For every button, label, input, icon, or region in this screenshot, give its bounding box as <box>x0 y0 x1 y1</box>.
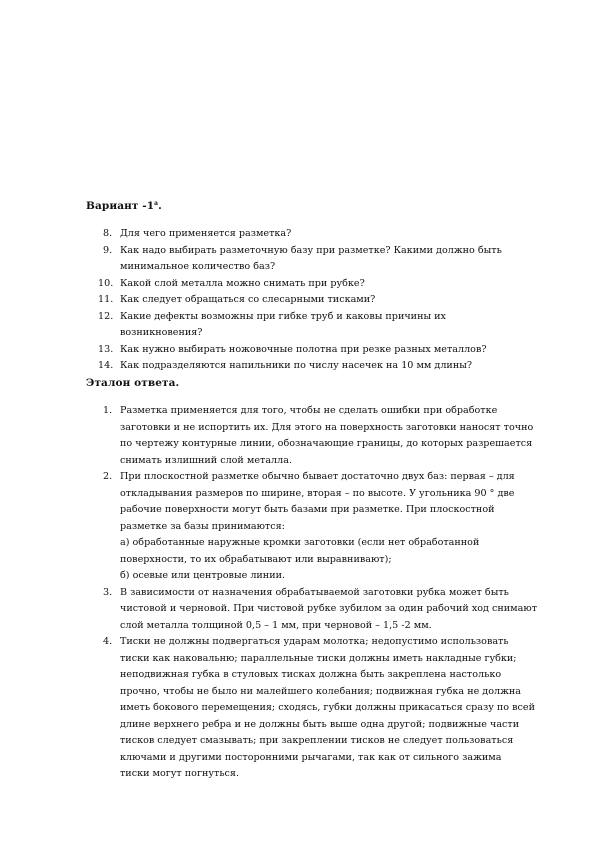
variant-suffix: . <box>158 200 162 212</box>
question-item-text-line: Как подразделяются напильники по числу насечек на 10 мм длины? <box>120 360 472 371</box>
question-item-number: 13. <box>98 343 114 355</box>
answer-item-text-line: неподвижная губка в стуловых тисках должна быть закреплена настолько <box>120 669 502 680</box>
answer-item-number: 3. <box>103 586 113 598</box>
answer-item-text-line: по чертежу контурные линии, обозначающие границы, до которых разрешается <box>120 438 533 449</box>
answer-item-text-line: длине верхнего ребра и не должны быть выше одна другой; подвижные части <box>120 718 520 730</box>
question-item-number: 14. <box>98 360 114 371</box>
question-item <box>86 309 526 342</box>
answer-item-text-line: прочно, чтобы не было ни малейшего колебания; подвижная губка не должна <box>120 685 522 697</box>
answer-item <box>86 585 546 635</box>
answer-item-text-line: В зависимости от назначения обрабатываемой заготовки рубка может быть <box>120 586 509 598</box>
question-item-text-line: Для чего применяется разметка? <box>120 228 292 239</box>
question-item <box>86 292 526 309</box>
variant-heading <box>86 200 162 212</box>
answer-item-text-line: снимать излишний слой металла. <box>120 454 293 466</box>
answer-item-text-line: откладывания размеров по ширине, вторая – по высоте. У угольника 90 ° две <box>120 487 515 499</box>
variant-superscript: а <box>154 200 159 207</box>
answer-item-text-line: При плоскостной разметке обычно бывает достаточно двух баз: первая – для <box>120 471 515 482</box>
variant-label: Вариант -1 <box>86 200 155 212</box>
answer-item-text-line: а) обработанные наружные кромки заготовки (если нет обработанной <box>120 537 480 548</box>
answer-item-text-line: поверхности, то их обрабатывают или выравнивают); <box>120 553 392 565</box>
answer-item-text-line: чистовой и черновой. При чистовой рубке зубилом за один рабочий ход снимают <box>120 603 538 614</box>
question-item-text-line: Как нужно выбирать ножовочные полотна при резке разных металлов? <box>120 343 487 355</box>
question-item-text-line: возникновения? <box>120 327 203 338</box>
answer-heading: Эталон ответа. <box>86 377 180 389</box>
question-item-number: 8. <box>103 228 113 239</box>
answer-item-text-line: Тиски не должны подвергаться ударам молотка; недопустимо использовать <box>120 636 509 647</box>
question-item-number: 11. <box>98 294 114 305</box>
answer-item-text-line: ключами и другими посторонними рычагами, так как от сильного зажима <box>120 751 502 763</box>
answer-item-number: 4. <box>103 636 113 647</box>
question-item <box>86 342 526 359</box>
answer-item-text-line: рабочие поверхности могут быть базами при разметке. При плоскостной <box>120 504 495 515</box>
question-item <box>86 276 526 293</box>
question-item-number: 10. <box>98 277 114 289</box>
question-list <box>86 226 526 375</box>
question-item-text-line: Как надо выбирать разметочную базу при разметке? Какими должно быть <box>120 244 502 256</box>
question-item <box>86 226 526 243</box>
answer-item-text-line: Разметка применяется для того, чтобы не сделать ошибки при обработке <box>120 405 498 416</box>
answer-item-text-line: слой металла толщиной 0,5 – 1 мм, при черновой – 1,5 -2 мм. <box>120 619 432 631</box>
answer-item-number: 1. <box>103 405 113 416</box>
answer-item-text-line: заготовки и не испортить их. Для этого на поверхность заготовки наносят точно <box>120 421 534 433</box>
answer-item-number: 2. <box>103 471 113 482</box>
question-item-number: 12. <box>98 310 114 322</box>
answer-list <box>86 403 546 783</box>
answer-item-text-line: разметке за базы принимаются: <box>120 520 285 532</box>
answer-item-text-line: тиски как наковальню; параллельные тиски должны иметь накладные губки; <box>120 652 517 664</box>
answer-item <box>86 403 546 469</box>
answer-item-text-line: тиски могут погнуться. <box>120 768 240 779</box>
answer-item-text-line: иметь бокового перемещения; сходясь, губки должны прикасаться сразу по всей <box>120 702 535 713</box>
question-item-text-line: Какие дефекты возможны при гибке труб и каковы причины их <box>120 310 446 322</box>
question-item-text-line: минимальное количество баз? <box>120 261 276 272</box>
question-item-number: 9. <box>103 244 113 256</box>
question-item <box>86 358 526 375</box>
answer-item-text-line: б) осевые или центровые линии. <box>120 570 286 581</box>
answer-item <box>86 469 546 585</box>
answer-item <box>86 634 546 783</box>
question-item <box>86 243 526 276</box>
answer-item-text-line: тисков следует смазывать; при закреплении тисков не следует пользоваться <box>120 735 514 746</box>
question-item-text-line: Какой слой металла можно снимать при рубке? <box>120 277 365 289</box>
question-item-text-line: Как следует обращаться со слесарными тисками? <box>120 294 376 305</box>
